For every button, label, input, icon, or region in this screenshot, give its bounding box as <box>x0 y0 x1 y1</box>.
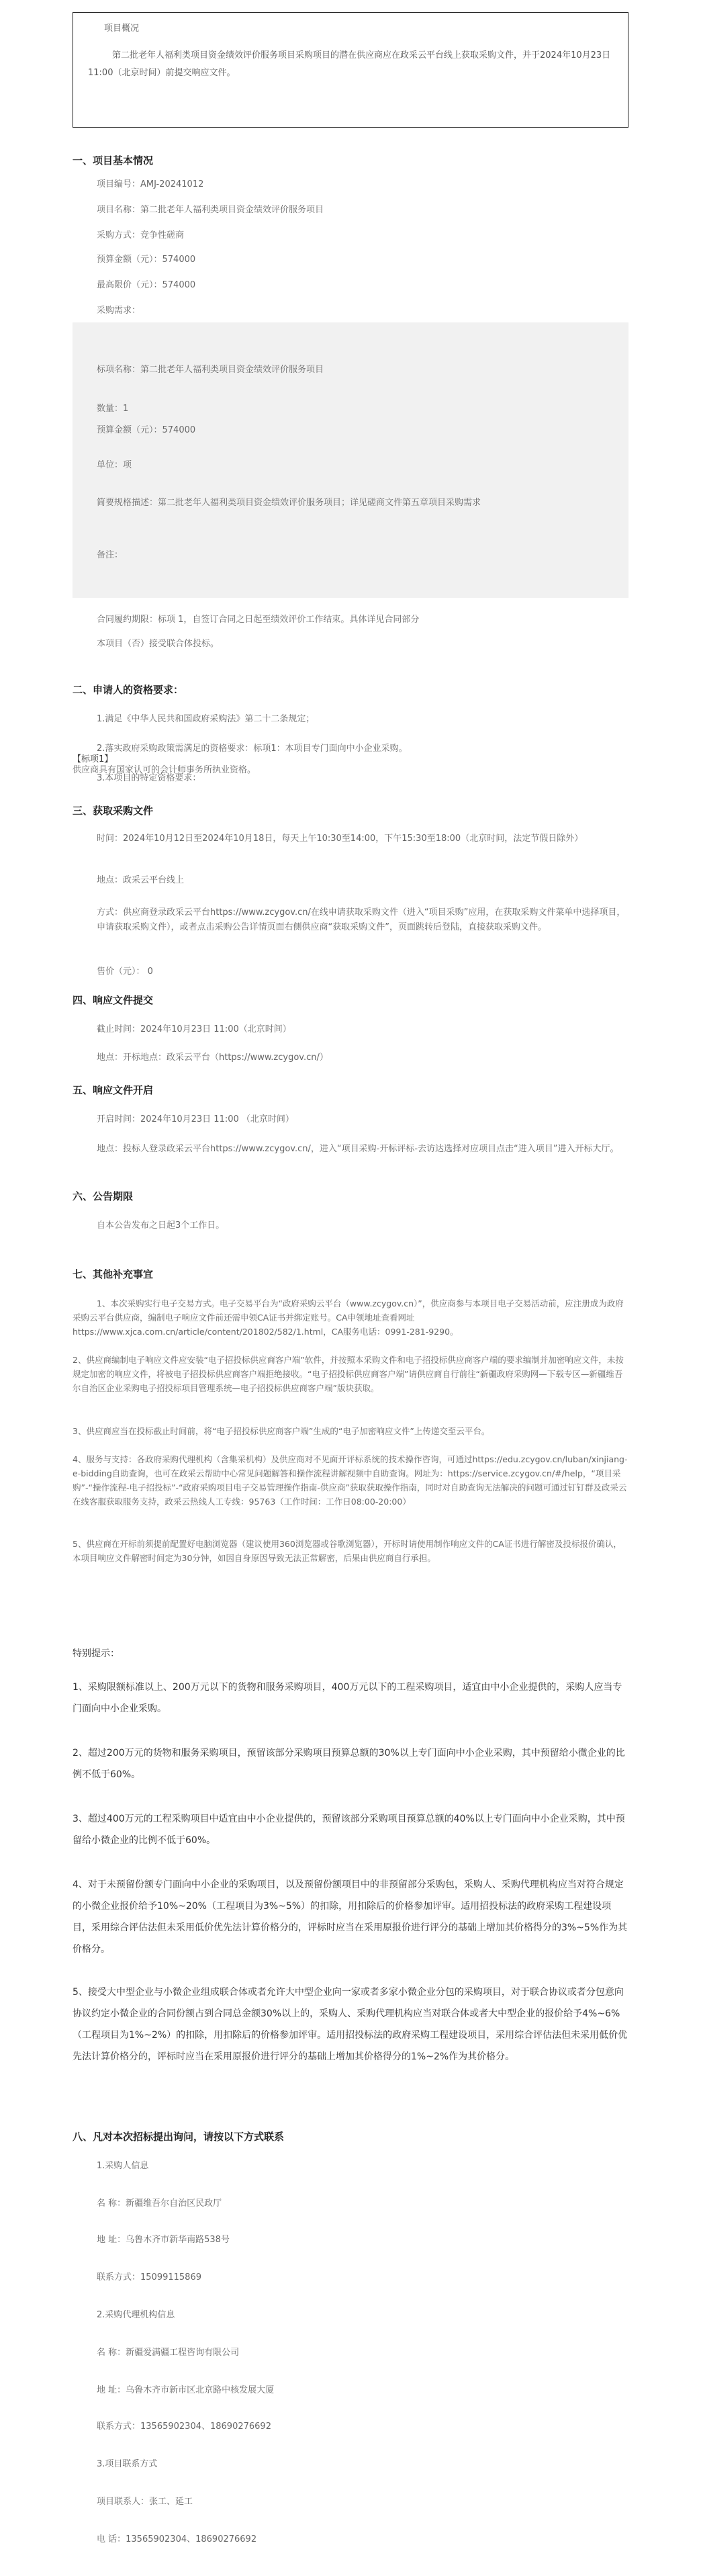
lot-qualification-text: 供应商具有国家认可的会计师事务所执业资格。 <box>73 765 256 775</box>
matter-5: 5、供应商在开标前须提前配置好电脑浏览器（建议使用360浏览器或谷歌浏览器），开标时请使用制作响应文件的CA证书进行解密及投标报价确认，本项目响应文件解密时间定为30分钟，如因自身原因导致无法正常解密，后果由供应商自行承担。 <box>73 1539 622 1563</box>
overview-text: 第二批老年人福利类项目资金绩效评价服务项目采购项目的潜在供应商应在政采云平台线上获取采购文件，并于2024年10月23日 11:00（北京时间）前提交响应文件。 <box>88 50 611 78</box>
section-qualifications <box>73 682 628 697</box>
matter-3: 3、供应商应当在投标截止时间前，将“电子招投标供应商客户端”生成的“电子加密响应文件”上传递交至云平台。 <box>73 1426 490 1436</box>
project-contact-phone: 电 话：13565902304、18690276692 <box>97 2534 257 2544</box>
section-heading: 五、响应文件开启 <box>73 1084 154 1096</box>
section-heading: 七、其他补充事宜 <box>73 1268 154 1280</box>
qualification-3: 3.本项目的特定资格要求： <box>97 773 201 783</box>
consortium-note: 本项目（否）接受联合体投标。 <box>97 639 220 649</box>
purchaser-phone: 联系方式：15099115869 <box>97 2272 201 2282</box>
lot-budget: 预算金额（元）：574000 <box>97 425 196 435</box>
matter-2: 2、供应商编制电子响应文件应安装“电子招投标供应商客户端”软件，并按照本采购文件和电子招投标供应商客户端的要求编制并加密响应文件，未按规定加密的响应文件，将被电子招投标供应商客户端拒绝接收。“电子招投标供应商客户端”请供应商自行前往“新疆政府采购网—下载专区—新疆维吾尔自治区企业采购电子招投标项目管理系统—电子招投标供应商客户端”版块获取。 <box>73 1355 624 1393</box>
purchaser-title: 1.采购人信息 <box>97 2161 149 2171</box>
agency-address: 地 址：乌鲁木齐市新市区北京路中核发展大厦 <box>97 2385 275 2395</box>
notice-period-text: 自本公告发布之日起3个工作日。 <box>97 1220 225 1231</box>
section-heading: 六、公告期限 <box>73 1190 134 1202</box>
matter-1: 1、本次采购实行电子交易方式。电子交易平台为“政府采购云平台（www.zcygov.cn）”，供应商参与本项目电子交易活动前，应注册成为政府采购云平台供应商，编制电子响应文件前还需申领CA证书并绑定账号。CA申领地址查看网址https://www.xjca.com.cn/article/content/201802/582/1.html，CA服务电话：0991-281-9290。 <box>73 1298 624 1337</box>
section-submission <box>73 993 628 1007</box>
opening-time: 开启时间：2024年10月23日 11:00 （北京时间） <box>97 1114 294 1124</box>
acquire-method: 方式：供应商登录政采云平台https://www.zcygov.cn/在线申请获取采购文件（进入“项目采购”应用，在获取采购文件菜单中选择项目，申请获取采购文件），或者点击采购公告详情页面右侧供应商“获取采购文件”，页面跳转后登陆，直接获取采购文件。 <box>97 907 626 932</box>
section-basic-info <box>73 153 628 167</box>
matter-4: 4、服务与支持：各政府采购代理机构（含集采机构）及供应商对不见面开评标系统的技术操作咨询，可通过https://edu.zcygov.cn/luban/xinjiang-e-bidding自助查询，也可在政采云帮助中心常见问题解答和操作流程讲解视频中自助查询。网址为：https://service.zcygov.cn/#/help，“项目采购”-“操作流程-电子招投标”-“政府采购项目电子交易管理操作指南-供应商”获取获取操作指南，同时对自助查询无法解决的问题可通过钉钉群及政采云在线客服获取服务支持，政采云热线人工专线：95763（工作时间：工作日08:00-20:00） <box>73 1454 628 1507</box>
notice-4: 4、对于未预留份额专门面向中小企业的采购项目，以及预留份额项目中的非预留部分采购包，采购人、采购代理机构应当对符合规定的小微企业报价给予10%~20%（工程项目为3%~5%）的扣除，用扣除后的价格参加评审。适用招投标法的政府采购工程建设项目，采用综合评估法但未采用低价优先法计算价格分的，评标时应当在采用原报价进行评分的基础上增加其价格得分的3%~5%作为其价格分。 <box>73 1879 628 1955</box>
section-heading: 四、响应文件提交 <box>73 994 154 1006</box>
qualification-1: 1.满足《中华人民共和国政府采购法》第二十二条规定； <box>97 714 315 724</box>
acquire-place: 地点：政采云平台线上 <box>97 875 185 885</box>
notice-title: 特别提示： <box>73 1648 120 1659</box>
project-overview-box <box>73 12 628 128</box>
agency-phone: 联系方式：13565902304、18690276692 <box>97 2422 271 2432</box>
lot-unit: 单位：项 <box>97 460 132 470</box>
lot-details-box <box>73 322 628 598</box>
opening-place: 地点：投标人登录政采云平台https://www.zcygov.cn/，进入“项目采购-开标评标-去访达选择对应项目点击“进入项目”进入开标大厅。 <box>97 1144 619 1154</box>
section-heading: 二、申请人的资格要求： <box>73 684 184 696</box>
submission-place: 地点：开标地点：政采云平台（https://www.zcygov.cn/） <box>97 1053 328 1063</box>
notice-2: 2、超过200万元的货物和服务采购项目，预留该部分采购项目预算总额的30%以上专门面向中小企业采购，其中预留给小微企业的比例不低于60%。 <box>73 1748 625 1780</box>
requirements-label: 采购需求： <box>97 306 141 316</box>
contract-period: 合同履约期限：标项 1，自签订合同之日起至绩效评价工作结束。具体详见合同部分 <box>97 615 420 625</box>
section-contacts <box>73 2129 628 2143</box>
acquire-time: 时间：2024年10月12日至2024年10月18日，每天上午10:30至14:00，下午15:30至18:00（北京时间，法定节假日除外） <box>97 834 583 844</box>
procurement-method: 采购方式：竞争性磋商 <box>97 230 185 240</box>
submission-deadline: 截止时间：2024年10月23日 11:00（北京时间） <box>97 1024 291 1034</box>
lot-quantity: 数量：1 <box>97 404 129 414</box>
project-contact-title: 3.项目联系方式 <box>97 2459 158 2469</box>
section-other-matters <box>73 1267 628 1281</box>
section-heading: 八、凡对本次招标提出询问，请按以下方式联系 <box>73 2131 285 2143</box>
budget-amount: 预算金额（元）：574000 <box>97 255 196 265</box>
overview-title: 项目概况 <box>104 24 140 34</box>
lot-spec: 简要规格描述：第二批老年人福利类项目资金绩效评价服务项目；详见磋商文件第五章项目采购需求 <box>97 498 481 508</box>
notice-3: 3、超过400万元的工程采购项目中适宜由中小企业提供的，预留该部分采购项目预算总额的40%以上专门面向中小企业采购，其中预留给小微企业的比例不低于60%。 <box>73 1814 625 1846</box>
notice-5: 5、接受大中型企业与小微企业组成联合体或者允许大中型企业向一家或者多家小微企业分包的采购项目，对于联合协议或者分包意向协议约定小微企业的合同份额占到合同总金额30%以上的，采购人、采购代理机构应当对联合体或者大中型企业的报价给予4%~6%（工程项目为1%~2%）的扣除，用扣除后的价格参加评审。适用招投标法的政府采购工程建设项目，采用综合评估法但未采用低价优先法计算价格分的，评标时应当在采用原报价进行评分的基础上增加其价格得分的1%~2%作为其价格分。 <box>73 1987 628 2062</box>
project-number: 项目编号：AMJ-20241012 <box>97 179 204 189</box>
notice-period-lines <box>73 1218 628 1233</box>
agency-title: 2.采购代理机构信息 <box>97 2310 175 2320</box>
purchaser-name: 名 称：新疆维吾尔自治区民政厅 <box>97 2199 222 2209</box>
project-contact-person: 项目联系人：张工、延工 <box>97 2497 193 2507</box>
lot-name: 标项名称：第二批老年人福利类项目资金绩效评价服务项目 <box>97 365 324 375</box>
max-price: 最高限价（元）：574000 <box>97 280 196 290</box>
notice-1: 1、采购限额标准以上、200万元以下的货物和服务采购项目，400万元以下的工程采购项目，适宜由中小企业提供的，采购人应当专门面向中小企业采购。 <box>73 1682 622 1714</box>
qualification-2: 2.落实政府采购政策需满足的资格要求：标项1：本项目专门面向中小企业采购。 <box>97 744 408 754</box>
section-get-documents <box>73 803 628 817</box>
project-name: 项目名称：第二批老年人福利类项目资金绩效评价服务项目 <box>97 205 324 215</box>
section-heading: 三、获取采购文件 <box>73 805 154 817</box>
section-opening <box>73 1083 628 1097</box>
document-price: 售价（元）： 0 <box>97 967 153 977</box>
purchaser-address: 地 址：乌鲁木齐市新华南路538号 <box>97 2235 230 2245</box>
section-heading: 一、项目基本情况 <box>73 154 154 167</box>
lot-remarks: 备注： <box>97 550 124 560</box>
agency-name: 名 称：新疆爱满疆工程咨询有限公司 <box>97 2348 240 2358</box>
section-notice-period <box>73 1189 628 1203</box>
lot-label: 【标项1】 <box>73 754 113 764</box>
